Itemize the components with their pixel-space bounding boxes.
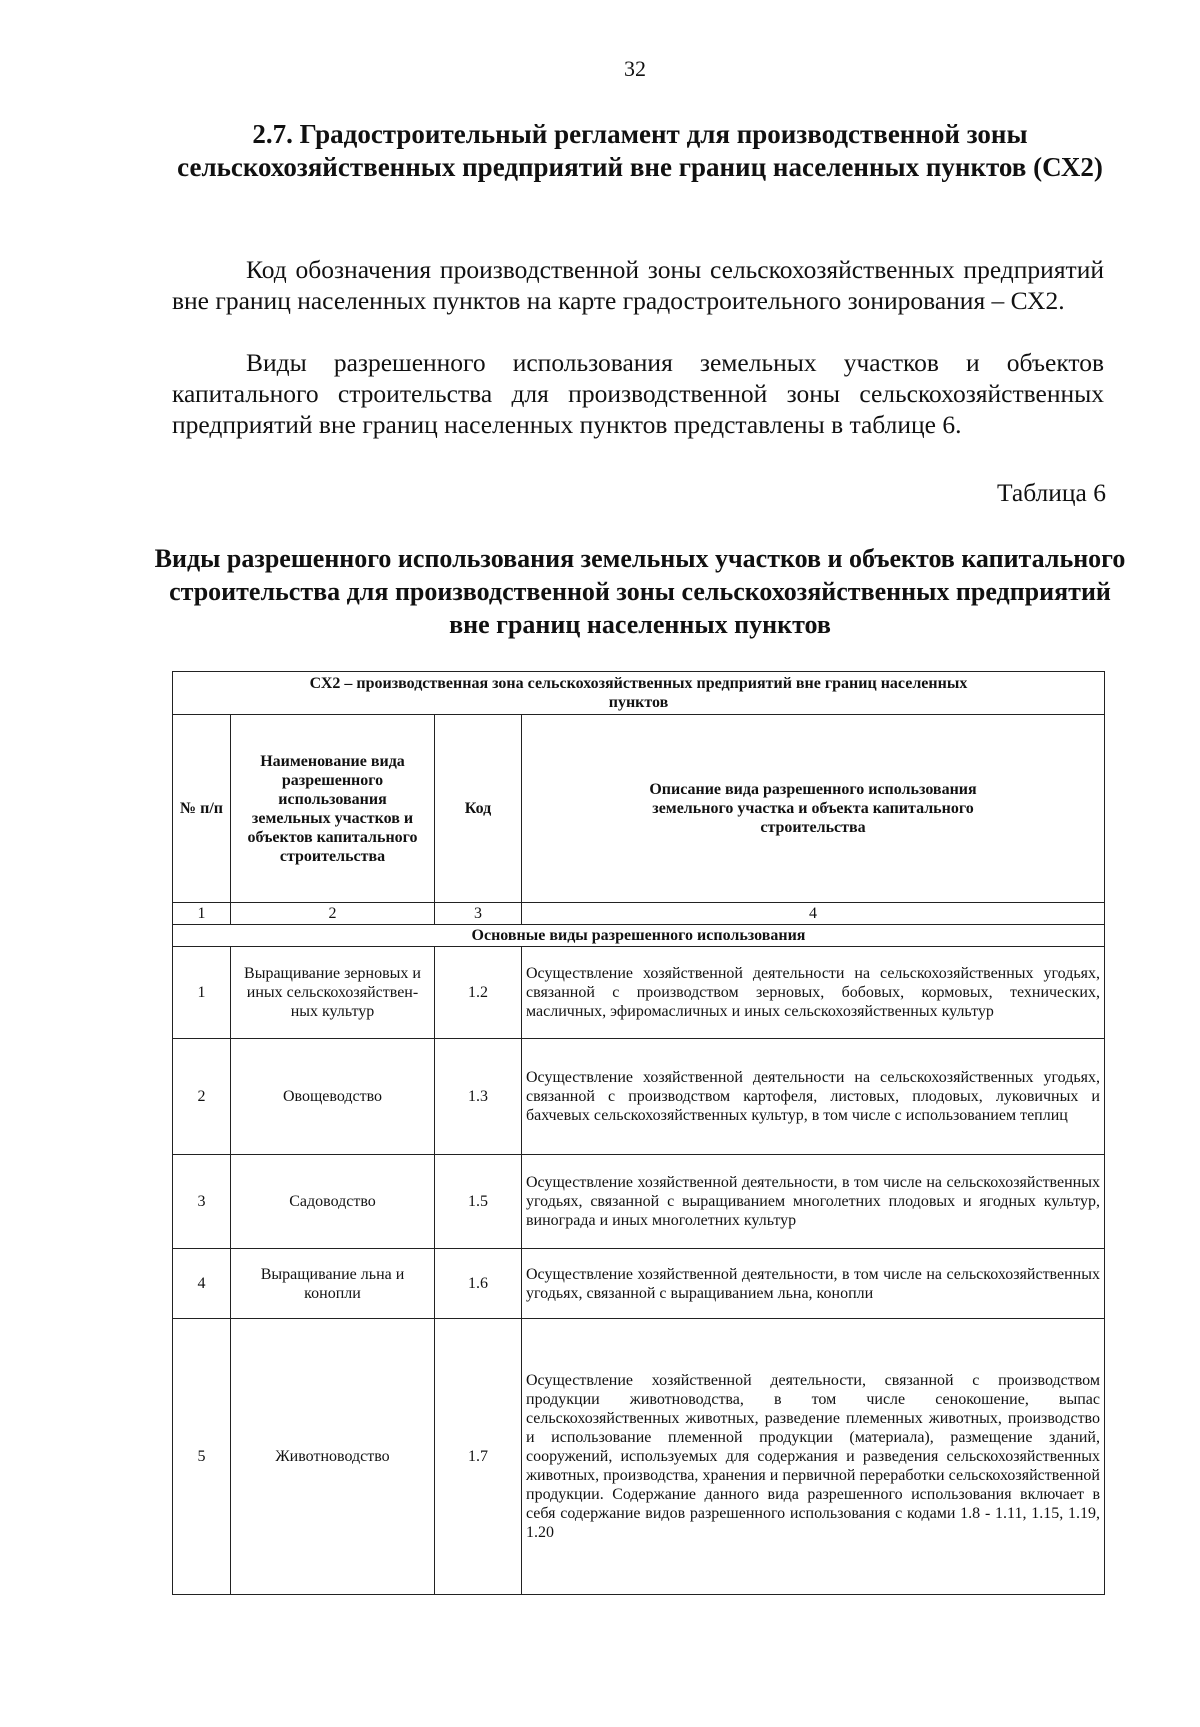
row-description: Осуществление хозяйственной деятельности на сельскохозяйственных угодьях, связанной с производством зерновых, бобовых, кормовых, технических, масличных, эфиромасличных и иных сельскохозяйственных культур: [522, 947, 1105, 1039]
zone-header: СХ2 – производственная зона сельскохозяйственных предприятий вне границ населенных пунктов: [173, 672, 1105, 715]
row-num: 1: [173, 947, 231, 1039]
row-num: 5: [173, 1319, 231, 1595]
table-row: [173, 1249, 1105, 1319]
column-number-row: [173, 903, 1105, 925]
row-description: Осуществление хозяйственной деятельности на сельскохозяйственных угодьях, связанной с производством картофеля, листовых, плодовых, луковичных и бахчевых сельскохозяйственных культур, в том числе с использованием теплиц: [522, 1039, 1105, 1155]
header-code: Код: [435, 715, 522, 903]
table-row: [173, 1155, 1105, 1249]
row-code: 1.2: [435, 947, 522, 1039]
row-name: Садоводство: [231, 1155, 435, 1249]
table-row: [173, 1039, 1105, 1155]
paragraph-permitted-uses: [172, 347, 1104, 440]
table-row: [173, 1319, 1105, 1595]
row-name: Выращивание льна и конопли: [231, 1249, 435, 1319]
page-number: 32: [624, 56, 646, 81]
section-title: 2.7. Градостроительный регламент для производственной зоны сельскохозяйственных предприятий вне границ населенных пунктов (СХ2): [177, 119, 1103, 182]
row-description: Осуществление хозяйственной деятельности, в том числе на сельскохозяйственных угодьях, связанной с выращиванием льна, конопли: [522, 1249, 1105, 1319]
paragraph-zone-code: [172, 254, 1104, 316]
row-description: Осуществление хозяйственной деятельности, в том числе на сельскохозяйственных угодьях, связанной с выращиванием многолетних плодовых и ягодных культур, винограда и иных многолетних культур: [522, 1155, 1105, 1249]
col-number: 3: [435, 903, 522, 925]
column-header-row: [173, 715, 1105, 903]
header-name: Наименование вида разрешенного использования земельных участков и объектов капитального строительства: [231, 715, 435, 903]
col-number: 1: [173, 903, 231, 925]
subheader-row: [173, 925, 1105, 947]
table-row: [173, 947, 1105, 1039]
header-description: Описание вида разрешенного использования земельного участка и объекта капитального строительства: [522, 715, 1105, 903]
permitted-use-table: [172, 671, 1105, 1595]
table-label: Таблица 6: [996, 478, 1106, 507]
row-name: Выращивание зерновых и иных сельскохозяйствен-ных культур: [231, 947, 435, 1039]
header-num: № п/п: [173, 715, 231, 903]
row-name: Овощеводство: [231, 1039, 435, 1155]
paragraph-text: Виды разрешенного использования земельных участков и объектов капитального строительства для производственной зоны сельскохозяйственных предприятий вне границ населенных пунктов представлены в таблице 6.: [172, 348, 1104, 439]
paragraph-text: Код обозначения производственной зоны сельскохозяйственных предприятий вне границ населенных пунктов на карте градостроительного зонирования – СХ2.: [172, 255, 1104, 315]
row-num: 4: [173, 1249, 231, 1319]
col-number: 2: [231, 903, 435, 925]
row-code: 1.5: [435, 1155, 522, 1249]
row-num: 2: [173, 1039, 231, 1155]
zone-header-row: [173, 672, 1105, 715]
row-code: 1.6: [435, 1249, 522, 1319]
row-description: Осуществление хозяйственной деятельности, связанной с производством продукции животноводства, в том числе сенокошение, выпас сельскохозяйственных животных, разведение племенных животных, производство и использование племенной продукции (материала), размещение зданий, сооружений, используемых для содержания и разведения сельскохозяйственных животных, производства, хранения и первичной переработки сельскохозяйственной продукции. Содержание данного вида разрешенного использования включает в себя содержание видов разрешенного использования с кодами 1.8 - 1.11, 1.15, 1.19, 1.20: [522, 1319, 1105, 1595]
row-num: 3: [173, 1155, 231, 1249]
subheader: Основные виды разрешенного использования: [173, 925, 1105, 947]
row-code: 1.7: [435, 1319, 522, 1595]
row-code: 1.3: [435, 1039, 522, 1155]
table-title: Виды разрешенного использования земельных участков и объектов капитального строительства для производственной зоны сельскохозяйственных предприятий вне границ населенных пунктов: [154, 544, 1126, 639]
col-number: 4: [522, 903, 1105, 925]
row-name: Животноводство: [231, 1319, 435, 1595]
